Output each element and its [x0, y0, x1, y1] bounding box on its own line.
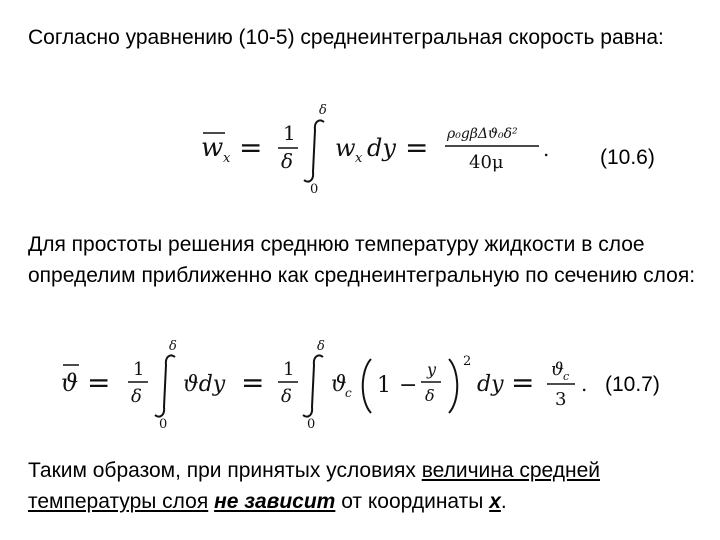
eq2-lhs: ϑ: [61, 369, 79, 397]
eq1-lhs-sub: x: [223, 151, 231, 166]
conclusion-underlined-phrase: величина средней температуры слоя: [28, 459, 601, 513]
eq1-integrand: w: [335, 134, 356, 162]
eq1-integral-sign: [304, 120, 324, 181]
eq2-i1-upper: δ: [169, 339, 177, 354]
paragraph-temperature: [28, 229, 698, 291]
eq2-rhs-num-sub: c: [563, 370, 570, 383]
eq1-rhs-num: ρ₀gβΔϑ₀δ²: [447, 126, 518, 142]
eq2-i1-lower: 0: [159, 417, 168, 432]
eq2-equals-2: =: [241, 366, 265, 399]
eq2-equals: =: [87, 366, 111, 399]
eq2-rhs-num: ϑ: [551, 359, 564, 380]
eq1-equals: =: [239, 131, 263, 164]
eq2-integral-sign-2: [303, 355, 323, 416]
eq1-int-lower: 0: [310, 182, 319, 197]
conclusion-lead: Таким образом, при принятых условиях: [28, 459, 422, 482]
eq2-theta-c: ϑ: [331, 372, 347, 397]
eq2-integrand-1: ϑdy: [183, 372, 226, 397]
eq2-i2-lower: 0: [307, 417, 316, 432]
eq1-integrand-sub: x: [355, 151, 363, 166]
eq1-int-upper: δ: [319, 103, 327, 118]
eq1-rhs-den: 40μ: [469, 152, 504, 173]
eq2-f1-num: 1: [133, 359, 145, 380]
eq2-f2-den: δ: [281, 386, 292, 407]
conclusion-end: .: [500, 490, 507, 513]
eq2-theta-c-sub: c: [345, 386, 352, 400]
eq2-y-num: y: [427, 360, 437, 379]
equation-10-7: [55, 335, 600, 435]
paragraph-intro: [28, 22, 698, 53]
eq1-frac-num: 1: [283, 121, 296, 145]
eq2-left-paren: [363, 359, 371, 413]
eq1-equals-2: =: [405, 131, 429, 164]
eq2-dy: dy: [477, 372, 504, 397]
conclusion-emphasis: не зависит: [214, 490, 336, 513]
eq2-power: 2: [463, 354, 472, 369]
eq2-rhs-den: 3: [555, 389, 567, 410]
eq2-f2-num: 1: [283, 359, 295, 380]
eq1-lhs: w: [201, 133, 224, 163]
paragraph-temperature-text: Для простоты решения среднюю температуру жидкости в слое определим приближенно как среднеинтегральную по сечению слоя:: [28, 233, 696, 287]
paragraph-intro-text: Согласно уравнению (10-5) среднеинтегральная скорость равна:: [28, 26, 664, 49]
eq1-differential: dy: [367, 134, 396, 162]
eq2-i2-upper: δ: [317, 339, 325, 354]
eq2-equals-3: =: [511, 366, 535, 399]
equation-10-6: [195, 100, 575, 200]
equation-number-10-7: (10.7): [605, 373, 660, 396]
eq2-right-paren: [449, 359, 457, 413]
eq2-dot: .: [581, 372, 588, 396]
eq2-minus: −: [399, 373, 418, 398]
eq1-dot: .: [543, 137, 550, 161]
eq2-one: 1: [377, 373, 391, 398]
paragraph-conclusion: [28, 455, 698, 517]
eq2-integral-sign-1: [155, 355, 175, 416]
eq1-frac-den: δ: [281, 149, 294, 173]
conclusion-middle: от координаты: [335, 490, 490, 513]
eq2-y-den: δ: [425, 386, 435, 405]
equation-number-10-6: (10.6): [600, 146, 655, 169]
eq2-f1-den: δ: [131, 386, 142, 407]
conclusion-variable: x: [489, 490, 501, 513]
